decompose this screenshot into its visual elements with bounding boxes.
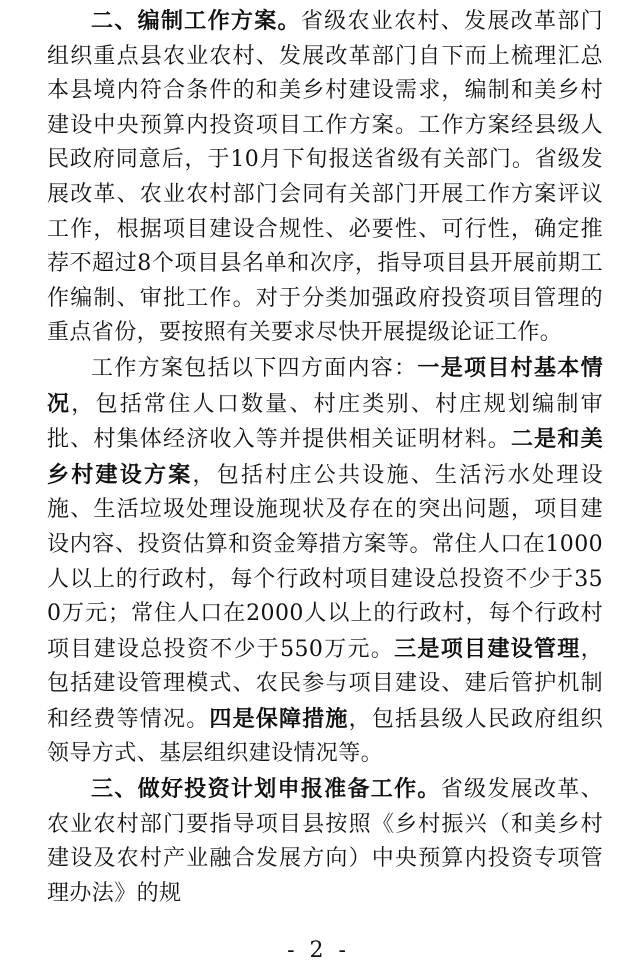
heading-work-plan: 二、编制工作方案。 bbox=[91, 8, 301, 34]
page-number: - 2 - bbox=[287, 938, 350, 963]
document-page bbox=[47, 4, 603, 911]
item-construction-plan: 二是和美乡村建设方案 bbox=[47, 426, 603, 488]
item-construction-management: 三是项目建设管理 bbox=[394, 635, 581, 662]
investment-plan-text: 省级发展改革、农业农村部门要指导项目县按照《乡村振兴（和美乡村建设及农村产业融合发展方向）中央预算内投资专项管理办法》的规 bbox=[47, 777, 603, 906]
village-basics-text: ，包括常住人口数量、村庄类别、村庄规划编制审批、村集体经济收入等并提供相关证明材料。 bbox=[47, 391, 603, 453]
plan-contents-intro: 工作方案包括以下四方面内容： bbox=[91, 355, 418, 381]
item-village-basics: 一是项目村基本情况 bbox=[47, 354, 604, 417]
paragraph-plan-contents bbox=[47, 351, 603, 772]
safeguards-text: ，包括县级人民政府组织领导方式、基层组织建设情况等。 bbox=[47, 706, 603, 767]
paragraph-work-plan bbox=[47, 4, 603, 351]
work-plan-text: 省级农业农村、发展改革部门组织重点县农业农村、发展改革部门自下而上梳理汇总本县境内符合条件的和美乡村建设需求，编制和美乡村建设中央预算内投资项目工作方案。工作方案经县级人民政府同意后，于10月下旬报送省级有关部门。省级发展改革、农业农村部门会同有关部门开展工作方案评议工作，根据项目建设合规性、必要性、可行性，确定推荐不超过8个项目县名单和次序，指导项目县开展前期工作编制、审批工作。对于分类加强政府投资项目管理的重点省份，要按照有关要求尽快开展提级论证工作。 bbox=[47, 9, 603, 346]
paragraph-investment-plan bbox=[47, 772, 603, 911]
construction-plan-text: ，包括村庄公共设施、生活污水处理设施、生活垃圾处理设施现状及存在的突出问题，项目建设内容、投资估算和资金筹措方案等。常住人口在1000人以上的行政村，每个行政村项目建设总投资不少于350万元；常住人口在2000人以上的行政村，每个行政村项目建设总投资不少于550万元。 bbox=[47, 462, 603, 662]
item-safeguards: 四是保障措施 bbox=[209, 705, 349, 732]
heading-investment-plan: 三、做好投资计划申报准备工作。 bbox=[91, 776, 441, 803]
construction-management-text: ，包括建设管理模式、农民参与项目建设、建后管护机制和经费等情况。 bbox=[47, 636, 603, 732]
